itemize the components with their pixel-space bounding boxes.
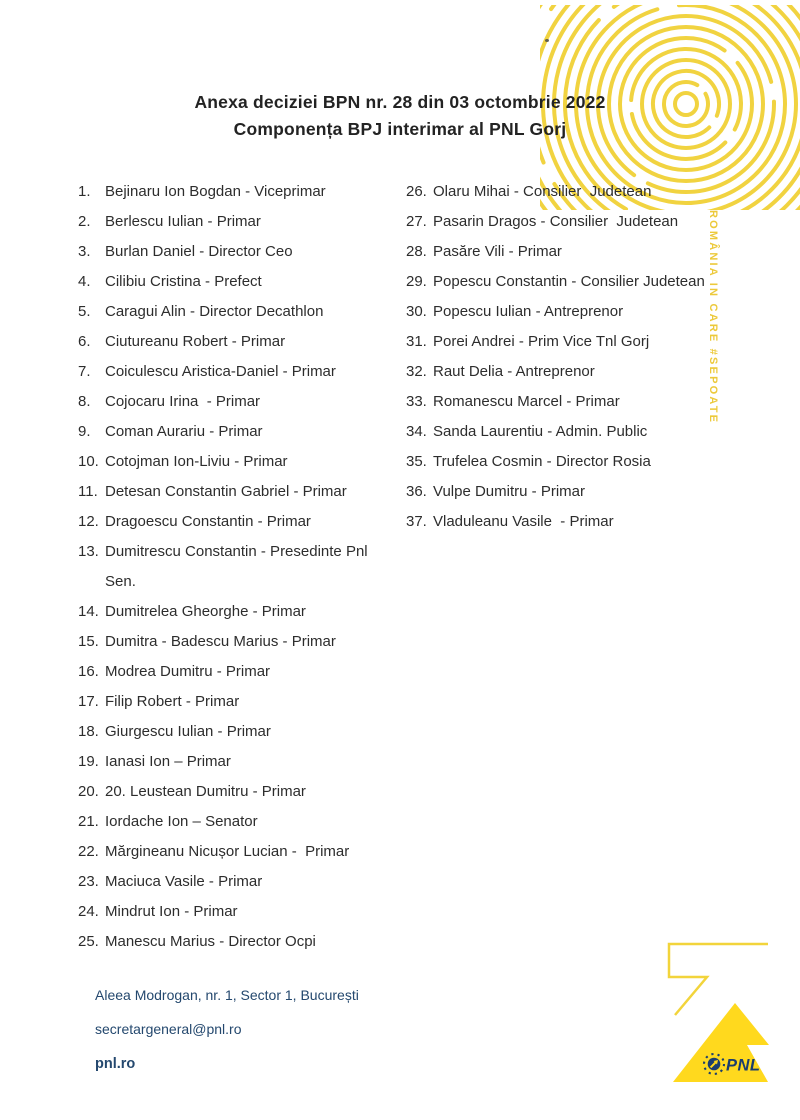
item-number: 13.: [78, 543, 99, 560]
list-item: [78, 507, 381, 537]
list-item: [78, 807, 381, 837]
item-text: Giurgescu Iulian - Primar: [105, 723, 271, 740]
list-item: [78, 867, 381, 897]
list-item: [78, 267, 381, 297]
item-number: 35.: [406, 453, 427, 470]
item-number: 3.: [78, 243, 91, 260]
item-number: 20.: [78, 783, 99, 800]
item-text: Berlescu Iulian - Primar: [105, 213, 261, 230]
item-text: Cilibiu Cristina - Prefect: [105, 273, 262, 290]
item-text: Raut Delia - Antreprenor: [433, 363, 595, 380]
list-item: [406, 417, 713, 447]
list-item: [78, 657, 381, 687]
item-number: 24.: [78, 903, 99, 920]
list-item: [406, 387, 713, 417]
item-text: Coman Aurariu - Primar: [105, 423, 263, 440]
item-number: 23.: [78, 873, 99, 890]
item-number: 25.: [78, 933, 99, 950]
item-number: 11.: [78, 483, 98, 500]
item-number: 12.: [78, 513, 99, 530]
item-number: 5.: [78, 303, 91, 320]
member-list-left: [78, 177, 381, 957]
item-text: Dumitra - Badescu Marius - Primar: [105, 633, 336, 650]
footer-address: Aleea Modrogan, nr. 1, Sector 1, București: [95, 987, 359, 1003]
pnl-logo: [640, 930, 800, 1115]
item-number: 37.: [406, 513, 427, 530]
list-item: [78, 207, 381, 237]
list-item: [406, 447, 713, 477]
item-text: Porei Andrei - Prim Vice Tnl Gorj: [433, 333, 650, 350]
item-text: Vladuleanu Vasile - Primar: [433, 513, 614, 530]
item-text: Sanda Laurentiu - Admin. Public: [433, 423, 648, 440]
item-number: 30.: [406, 303, 427, 320]
side-slogan: ROMÂNIA IN CARE #SEPOATE: [707, 210, 719, 425]
item-text: Dumitrescu Constantin - Presedinte Pnl Sen.: [105, 543, 372, 590]
item-number: 34.: [406, 423, 427, 440]
list-item: [78, 237, 381, 267]
item-number: 36.: [406, 483, 427, 500]
title-line-1: Anexa deciziei BPN nr. 28 din 03 octombrie 2022: [194, 92, 606, 112]
item-number: 10.: [78, 453, 99, 470]
item-number: 19.: [78, 753, 99, 770]
item-text: Modrea Dumitru - Primar: [105, 663, 271, 680]
list-item: [78, 837, 381, 867]
list-item: [78, 327, 381, 357]
list-item: [406, 477, 713, 507]
item-text: Caragui Alin - Director Decathlon: [105, 303, 324, 320]
item-text: Pasăre Vili - Primar: [433, 243, 562, 260]
item-text: Maciuca Vasile - Primar: [105, 873, 263, 890]
item-number: 18.: [78, 723, 99, 740]
item-text: Mărgineanu Nicușor Lucian - Primar: [105, 843, 350, 860]
item-text: Detesan Constantin Gabriel - Primar: [105, 483, 347, 500]
item-text: Olaru Mihai - Consilier Judetean: [433, 183, 652, 200]
list-item: [78, 537, 381, 597]
list-item: [78, 387, 381, 417]
item-number: 4.: [78, 273, 91, 290]
list-item: [406, 207, 713, 237]
footer-email: secretargeneral@pnl.ro: [95, 1021, 242, 1037]
footer-website: pnl.ro: [95, 1056, 136, 1072]
item-number: 9.: [78, 423, 91, 440]
item-number: 6.: [78, 333, 91, 350]
list-item: [78, 927, 381, 957]
item-text: Vulpe Dumitru - Primar: [433, 483, 585, 500]
item-text: Coiculescu Aristica-Daniel - Primar: [105, 363, 336, 380]
item-number: 14.: [78, 603, 99, 620]
list-item: [78, 357, 381, 387]
list-item: [78, 747, 381, 777]
item-number: 8.: [78, 393, 91, 410]
item-number: 7.: [78, 363, 91, 380]
list-item: [78, 717, 381, 747]
item-number: 27.: [406, 213, 427, 230]
item-text: Romanescu Marcel - Primar: [433, 393, 620, 410]
list-item: [406, 357, 713, 387]
item-number: 21.: [78, 813, 99, 830]
item-number: 2.: [78, 213, 91, 230]
item-number: 17.: [78, 693, 99, 710]
item-number: 29.: [406, 273, 427, 290]
list-item: [406, 267, 713, 297]
item-text: Cojocaru Irina - Primar: [105, 393, 261, 410]
scan-speck: [545, 39, 549, 42]
list-item: [78, 417, 381, 447]
item-text: Cotojman Ion-Liviu - Primar: [105, 453, 288, 470]
list-item: [78, 627, 381, 657]
item-text: Manescu Marius - Director Ocpi: [105, 933, 316, 950]
item-text: Pasarin Dragos - Consilier Judetean: [433, 213, 679, 230]
item-number: 28.: [406, 243, 427, 260]
list-item: [78, 177, 381, 207]
item-text: Filip Robert - Primar: [105, 693, 240, 710]
list-item: [406, 297, 713, 327]
list-item: [78, 297, 381, 327]
list-item: [78, 687, 381, 717]
item-text: Bejinaru Ion Bogdan - Viceprimar: [105, 183, 326, 200]
member-list-right: [406, 177, 713, 537]
list-item: [406, 177, 713, 207]
item-text: Ianasi Ion – Primar: [105, 753, 231, 770]
list-item: [78, 897, 381, 927]
title-line-2: Componența BPJ interimar al PNL Gorj: [233, 119, 567, 139]
list-item: [406, 327, 713, 357]
item-text: Iordache Ion – Senator: [105, 813, 258, 830]
item-number: 16.: [78, 663, 99, 680]
item-text: 20. Leustean Dumitru - Primar: [105, 783, 306, 800]
item-text: Mindrut Ion - Primar: [105, 903, 238, 920]
page-title: [0, 89, 800, 143]
item-number: 22.: [78, 843, 99, 860]
item-number: 33.: [406, 393, 427, 410]
list-item: [78, 777, 381, 807]
list-item: [78, 477, 381, 507]
item-text: Dragoescu Constantin - Primar: [105, 513, 311, 530]
bolt-outline-shape: [669, 944, 768, 1015]
item-number: 31.: [406, 333, 427, 350]
item-text: Popescu Constantin - Consilier Judetean: [433, 273, 705, 290]
item-text: Burlan Daniel - Director Ceo: [105, 243, 293, 260]
list-item: [406, 507, 713, 537]
item-text: Popescu Iulian - Antreprenor: [433, 303, 624, 320]
item-number: 32.: [406, 363, 427, 380]
item-number: 15.: [78, 633, 99, 650]
list-item: [78, 447, 381, 477]
item-text: Dumitrelea Gheorghe - Primar: [105, 603, 306, 620]
list-item: [78, 597, 381, 627]
item-text: Trufelea Cosmin - Director Rosia: [433, 453, 651, 470]
item-number: 26.: [406, 183, 427, 200]
pnl-logo-text: PNL: [726, 1056, 761, 1075]
item-number: 1.: [78, 183, 91, 200]
list-item: [406, 237, 713, 267]
item-text: Ciutureanu Robert - Primar: [105, 333, 286, 350]
